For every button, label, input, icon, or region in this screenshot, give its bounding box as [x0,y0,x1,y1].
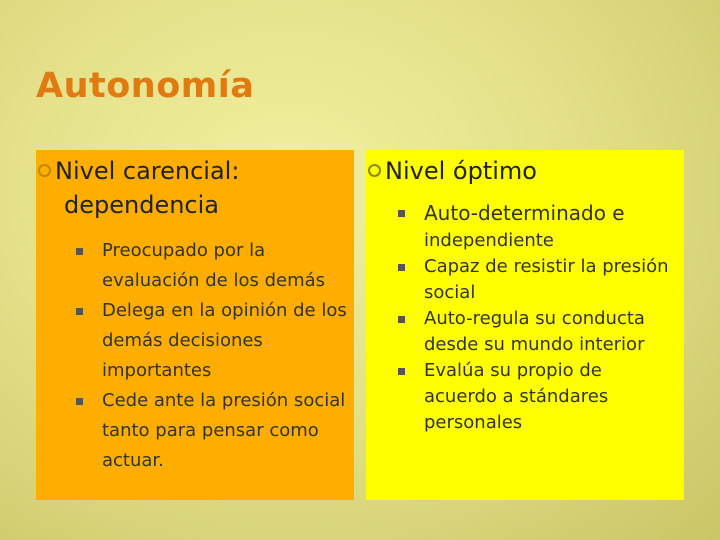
list-item-text: Delega en la opinión de los demás decisiones importantes [102,300,347,381]
square-bullet-icon [76,248,83,255]
list-item-text: Evalúa su propio de acuerdo a stándares personales [424,360,609,433]
square-bullet-icon [76,308,83,315]
heading-line-1: Nivel carencial: [55,157,240,185]
list-item [74,296,350,386]
list-item [74,386,350,476]
optimal-level-list [396,198,680,436]
list-item [396,358,680,436]
list-item-continuation: independiente [424,230,554,251]
ring-bullet-icon [38,164,51,177]
list-item [396,254,680,306]
list-item [396,198,680,254]
square-bullet-icon [398,210,405,217]
list-item-text: Cede ante la presión social tanto para pensar como actuar. [102,390,346,471]
square-bullet-icon [76,398,83,405]
square-bullet-icon [398,316,405,323]
list-item-text: Capaz de resistir la presión social [424,256,669,303]
list-item-text: Auto-determinado e [424,201,625,225]
square-bullet-icon [398,264,405,271]
list-item [74,236,350,296]
square-bullet-icon [398,368,405,375]
deficient-level-list [74,236,350,476]
optimal-level-heading [368,154,668,188]
list-item [396,306,680,358]
slide-title: Autonomía [36,66,255,106]
heading-text: Nivel óptimo [385,157,537,185]
ring-bullet-icon [368,164,381,177]
list-item-text: Preocupado por la evaluación de los demás [102,240,326,291]
deficient-level-heading [38,154,338,222]
heading-line-2: dependencia [64,191,219,219]
optimal-level-panel [366,150,684,500]
list-item-text: Auto-regula su conducta desde su mundo interior [424,308,645,355]
deficient-level-panel [36,150,354,500]
